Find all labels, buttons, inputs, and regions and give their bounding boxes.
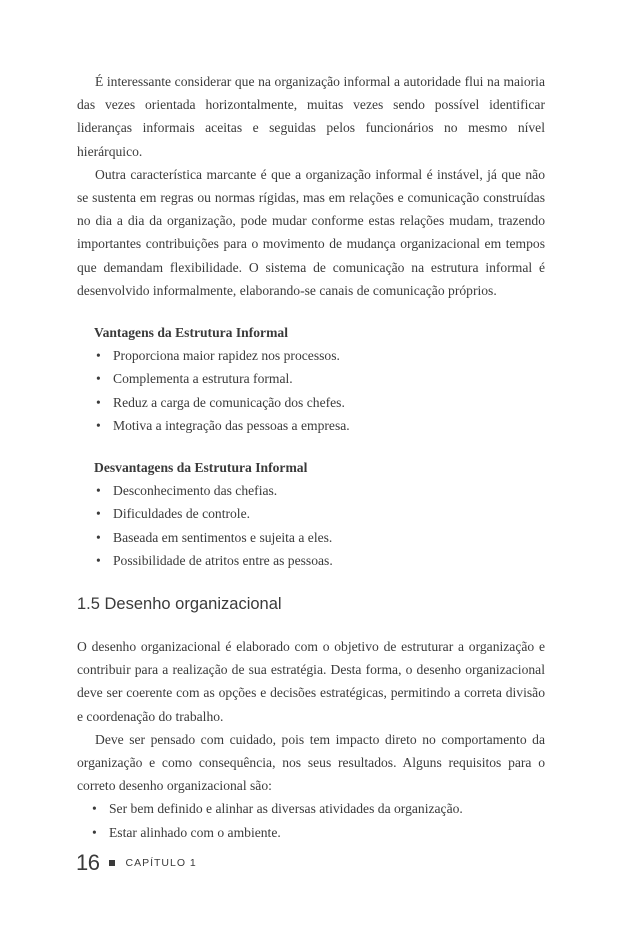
advantages-title: Vantagens da Estrutura Informal [94,325,288,341]
advantages-list [94,344,545,437]
list-item: • Estar alinhado com o ambiente. [90,821,545,844]
list-item: • Desconhecimento das chefias. [94,479,545,502]
list-item: • Motiva a integração das pessoas a empresa. [94,414,545,437]
page-body [77,70,545,844]
list-item: • Possibilidade de atritos entre as pessoas. [94,549,545,572]
paragraph-informal-authority: É interessante considerar que na organização informal a autoridade flui na maioria das vezes orientada horizontalmente, muitas vezes sendo possível identificar lideranças informais aceitas e seguidas pelos funcionários no mesmo nível hierárquico. [77,74,545,159]
requirements-list [90,797,545,843]
page-footer [76,850,197,876]
chapter-label: CAPÍTULO 1 [125,857,197,869]
list-item: • Reduz a carga de comunicação dos chefes. [94,391,545,414]
list-item: • Dificuldades de controle. [94,502,545,525]
paragraph-design-care: Deve ser pensado com cuidado, pois tem impacto direto no comportamento da organização e como consequência, nos seus resultados. Alguns requisitos para o correto desenho organizacional são: [77,731,545,794]
disadvantages-title: Desvantagens da Estrutura Informal [94,460,308,476]
section-heading: 1.5 Desenho organizacional [77,595,282,614]
list-item: • Ser bem definido e alinhar as diversas atividades da organização. [90,797,545,820]
list-item: • Baseada em sentimentos e sujeita a eles. [94,526,545,549]
advantages-block [94,321,545,572]
list-item: • Complementa a estrutura formal. [94,367,545,390]
list-item: • Proporciona maior rapidez nos processos. [94,344,545,367]
page-number: 16 [76,850,100,875]
paragraph-informal-instability: Outra característica marcante é que a organização informal é instável, já que não se sustenta em regras ou normas rígidas, mas em relações e comunicação construídas no dia a dia da organização, pode mudar conforme estas relações mudam, trazendo importantes contribuições para o movimento de mudança organizacional em tempos que demandam flexibilidade. O sistema de comunicação na estrutura informal é desenvolvido informalmente, elaborando-se canais de comunicação próprios. [77,166,545,298]
paragraph-design-objective: O desenho organizacional é elaborado com o objetivo de estruturar a organização e contribuir para a realização de sua estratégia. Desta forma, o desenho organizacional deve ser coerente com as opções e decisões estratégicas, permitindo a correta divisão e coordenação do trabalho. [77,639,545,724]
square-bullet-icon [109,860,115,866]
disadvantages-list [94,479,545,572]
